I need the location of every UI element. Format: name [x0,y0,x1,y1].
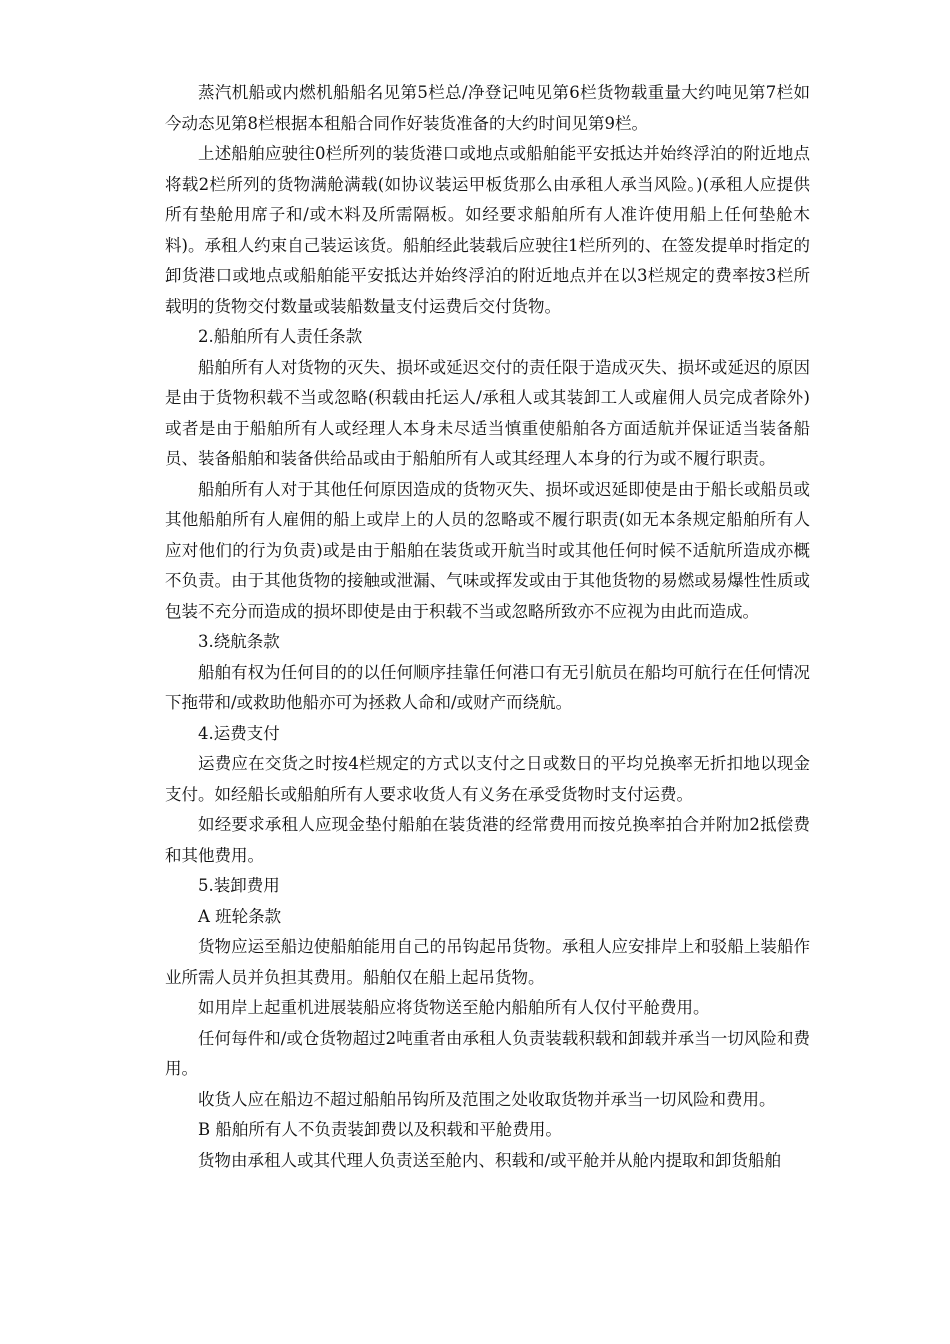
heading-owners-responsibility: 2.船舶所有人责任条款 [198,327,363,346]
heading-loading-discharging-costs: 5.装卸费用 [198,876,280,895]
heading-liner-terms: A 班轮条款 [198,906,282,926]
paragraph-owners-exemptions: 船舶所有人对于其他任何原因造成的货物灭失、损坏或迟延即使是由于船长或船员或其他船舶所有人雇佣的船上或岸上的人员的忽略或不履行职责(如无本条规定船舶所有人应对他们的行为负责)或是由于船舶在装货或开航当时或其他任何时候不适航所造成亦概不负责。由于其他货物的接触或泄漏、气味或挥发或由于其他货物的易燃或易爆性性质或包装不充分而造成的损坏即使是由于积载不当或忽略所致亦不应视为由此而造成。 [165,479,810,621]
heading-freight-payment: 4.运费支付 [198,723,280,743]
paragraph-freight-payment: 运费应在交货之时按4栏规定的方式以支付之日或数日的平均兑换率无折扣地以现金支付。如经船长或船舶所有人要求收货人有义务在承受货物时支付运费。 [165,754,810,804]
document-page [165,78,810,1176]
paragraph-receivers-delivery: 收货人应在船边不超过船舶吊钩所及范围之处收取货物并承当一切风险和费用。 [198,1089,776,1109]
paragraph-heavy-lifts: 任何每件和/或仓货物超过2吨重者由承租人负责装载积载和卸载并承当一切风险和费用。 [165,1028,810,1078]
paragraph-owners-liability: 船舶所有人对货物的灭失、损坏或延迟交付的责任限于造成灭失、损坏或延迟的原因是由于货物积载不当或忽略(积载由托运人/承租人或其装卸工人或雇佣人员完成者除外)或者是由于船舶所有人或经理人本身未尽适当慎重使船舶各方面适航并保证适当装备船员、装备船舶和装备供给品或由于船舶所有人或其经理人本身的行为或不履行职责。 [165,357,810,468]
paragraph-vessel-description: 蒸汽机船或内燃机船船名见第5栏总/净登记吨见第6栏货物载重量大约吨见第7栏如今动态见第8栏根据本租船合同作好装货准备的大约时间见第9栏。 [165,83,810,133]
paragraph-deviation: 船舶有权为任何目的的以任何顺序挂靠任何港口有无引航员在船均可航行在任何情况下拖带和/或救助他船亦可为拯救人命和/或财产而绕航。 [165,662,810,712]
paragraph-fio-terms: 货物由承租人或其代理人负责送至舱内、积载和/或平舱并从舱内提取和卸货船舶 [198,1150,782,1170]
heading-deviation-clause: 3.绕航条款 [198,632,280,651]
paragraph-loading-voyage: 上述船舶应驶往0栏所列的装货港口或地点或船舶能平安抵达并始终浮泊的附近地点将载2栏所列的货物满舱满载(如协议装运甲板货那么由承租人承当风险。)(承租人应提供所有垫舱用席子和/或木料及所需隔板。如经要求船舶所有人准许使用船上任何垫舱木料)。承租人约束自己装运该货。船舶经此装载后应驶往1栏所列的、在签发提单时指定的卸货港口或地点或船舶能平安抵达并始终浮泊的附近地点并在以3栏规定的费率按3栏所载明的货物交付数量或装船数量支付运费后交付货物。 [165,144,810,316]
paragraph-shore-crane: 如用岸上起重机进展装船应将货物送至舱内船舶所有人仅付平舱费用。 [198,998,710,1017]
paragraph-disbursements: 如经要求承租人应现金垫付船舶在装货港的经常费用而按兑换率拍合并附加2抵偿费和其他费用。 [165,815,810,865]
heading-free-in-out: B 船舶所有人不负责装卸费以及积载和平舱费用。 [198,1120,562,1139]
paragraph-liner-alongside: 货物应运至船边使船舶能用自己的吊钩起吊货物。承租人应安排岸上和驳船上装船作业所需人员并负担其费用。船舶仅在船上起吊货物。 [165,937,810,987]
